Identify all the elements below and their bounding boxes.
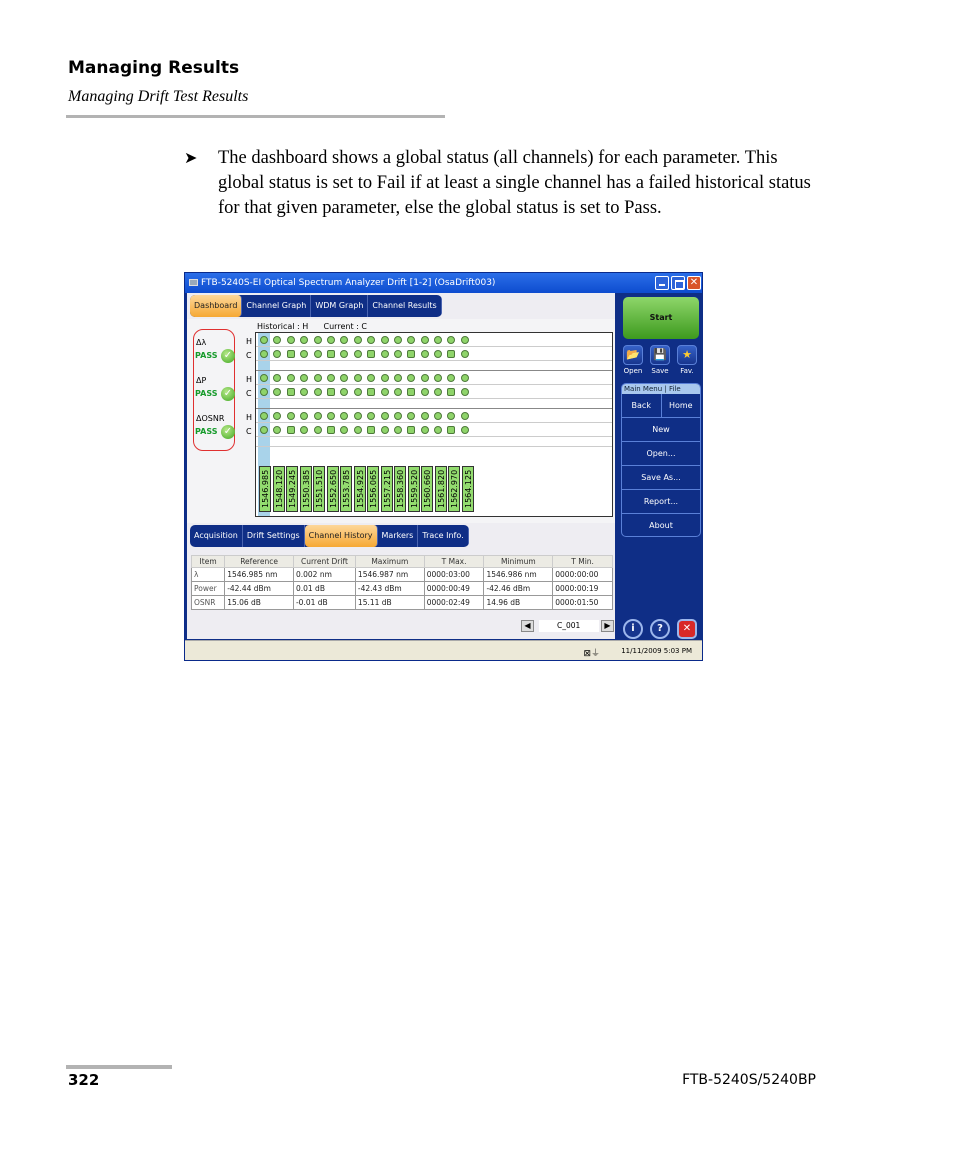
channel-status-dot[interactable]: [381, 388, 389, 396]
channel-status-dot[interactable]: [461, 426, 469, 434]
channel-label[interactable]: 1553.785: [340, 466, 352, 512]
channel-value: C_001: [539, 620, 599, 632]
status-badge: PASS: [195, 427, 218, 436]
channel-status-dot[interactable]: [314, 374, 322, 382]
legend: Historical : H Current : C: [257, 322, 367, 331]
minimize-button[interactable]: [655, 276, 669, 290]
cell: 0000:01:50: [553, 596, 613, 610]
header-rule: [66, 115, 445, 118]
grid-row-dosnr-h: [256, 409, 612, 423]
channel-status-dot[interactable]: [407, 336, 415, 344]
tab-channel-results[interactable]: Channel Results: [368, 295, 441, 317]
channel-history-table: [191, 555, 613, 610]
open-folder-icon[interactable]: 📂: [623, 345, 643, 365]
sidebar: [619, 293, 703, 639]
cell: -42.44 dBm: [225, 582, 294, 596]
channel-label[interactable]: 1558.360: [394, 466, 406, 512]
channel-status-dot[interactable]: [367, 336, 375, 344]
row-label-c: C: [246, 389, 252, 398]
channel-status-dot[interactable]: [273, 388, 281, 396]
channel-status-dot[interactable]: [367, 426, 375, 434]
grid-row-dl-h: [256, 333, 612, 347]
channel-status-dot[interactable]: [407, 412, 415, 420]
col-t-min[interactable]: T Min.: [553, 556, 613, 568]
table-row[interactable]: [192, 582, 613, 596]
cell: λ: [192, 568, 225, 582]
channel-status-dot[interactable]: [394, 350, 402, 358]
prev-channel-button[interactable]: ◀: [521, 620, 534, 632]
footer-rule: [66, 1065, 172, 1069]
channel-status-dot[interactable]: [447, 426, 455, 434]
cell: 0.01 dB: [293, 582, 355, 596]
channel-status-dot[interactable]: [314, 350, 322, 358]
channel-status-dot[interactable]: [421, 388, 429, 396]
footer-model: FTB-5240S/5240BP: [682, 1072, 816, 1088]
channel-status-dot[interactable]: [340, 374, 348, 382]
cell: -42.46 dBm: [484, 582, 553, 596]
channel-status-dot[interactable]: [354, 412, 362, 420]
tab-channel-graph[interactable]: Channel Graph: [242, 295, 311, 317]
window-title: FTB-5240S-EI Optical Spectrum Analyzer Drift [1-2] (OsaDrift003): [201, 278, 496, 288]
channel-status-dot[interactable]: [354, 350, 362, 358]
cell: 0000:00:49: [424, 582, 484, 596]
channel-label[interactable]: 1548.120: [273, 466, 285, 512]
main-panel: [187, 293, 615, 639]
bullet-arrow-icon: ➤: [184, 150, 198, 167]
menu-item-save-as[interactable]: Save As...: [622, 466, 700, 490]
save-disk-icon[interactable]: 💾: [650, 345, 670, 365]
tab-markers[interactable]: Markers: [378, 525, 419, 547]
channel-status-dot[interactable]: [447, 336, 455, 344]
channel-status-dot[interactable]: [434, 374, 442, 382]
grid-row-dl-c: [256, 347, 612, 361]
grid-row-dp-c: [256, 385, 612, 399]
cell: 1546.985 nm: [225, 568, 294, 582]
channel-label[interactable]: 1557.215: [381, 466, 393, 512]
channel-status-dot[interactable]: [367, 388, 375, 396]
app-icon: [189, 279, 198, 286]
row-label-c: C: [246, 427, 252, 436]
channel-status-dot[interactable]: [300, 388, 308, 396]
grid-spacer: [256, 361, 612, 371]
channel-label[interactable]: 1562.970: [448, 466, 460, 512]
title-bar: [185, 273, 702, 293]
channel-status-dot[interactable]: [461, 350, 469, 358]
channel-label[interactable]: 1560.660: [421, 466, 433, 512]
channel-status-dot[interactable]: [434, 350, 442, 358]
channel-status-dot[interactable]: [354, 374, 362, 382]
channel-status-dot[interactable]: [327, 388, 335, 396]
channel-status-dot[interactable]: [447, 388, 455, 396]
col-reference[interactable]: Reference: [225, 556, 294, 568]
channel-status-dot[interactable]: [287, 426, 295, 434]
channel-status-dot[interactable]: [421, 426, 429, 434]
channel-status-dot[interactable]: [434, 336, 442, 344]
channel-status-dot[interactable]: [340, 388, 348, 396]
channel-status-dot[interactable]: [287, 412, 295, 420]
channel-status-dot[interactable]: [273, 374, 281, 382]
channel-status-dot[interactable]: [447, 412, 455, 420]
back-button[interactable]: Back: [622, 394, 662, 417]
param-wavelength-label: Δλ: [196, 338, 207, 347]
grid-row-dp-h: [256, 371, 612, 385]
channel-status-dot[interactable]: [354, 388, 362, 396]
channel-status-dot[interactable]: [273, 336, 281, 344]
channel-status-dot[interactable]: [381, 336, 389, 344]
grid-spacer: [256, 437, 612, 447]
grid-row-dosnr-c: [256, 423, 612, 437]
cell: -42.43 dBm: [355, 582, 424, 596]
row-label-c: C: [246, 351, 252, 360]
row-label-h: H: [246, 413, 253, 422]
col-item[interactable]: Item: [192, 556, 225, 568]
channel-status-dot[interactable]: [354, 336, 362, 344]
status-badge: PASS: [195, 351, 218, 360]
channel-label[interactable]: 1556.065: [367, 466, 379, 512]
channel-label[interactable]: 1551.510: [313, 466, 325, 512]
channel-status-dot[interactable]: [314, 336, 322, 344]
row-label-h: H: [246, 337, 253, 346]
channel-status-dot[interactable]: [327, 350, 335, 358]
channel-status-dot[interactable]: [421, 412, 429, 420]
cell: 0000:02:49: [424, 596, 484, 610]
menu-nav-row: [622, 394, 700, 418]
grid-spacer: [256, 399, 612, 409]
channel-status-dot[interactable]: [407, 388, 415, 396]
cell: Power: [192, 582, 225, 596]
cell: 1546.986 nm: [484, 568, 553, 582]
channel-status-dot[interactable]: [273, 350, 281, 358]
tab-acquisition[interactable]: Acquisition: [190, 525, 243, 547]
menu-item-about[interactable]: About: [649, 521, 673, 530]
channel-status-dot[interactable]: [394, 336, 402, 344]
dashboard: [187, 319, 615, 523]
menu-item-open[interactable]: Open...: [622, 442, 700, 466]
channel-status-dot[interactable]: [447, 350, 455, 358]
channel-status-dot[interactable]: [260, 412, 268, 420]
channel-status-dot[interactable]: [287, 374, 295, 382]
status-badge: PASS: [195, 389, 218, 398]
home-button[interactable]: Home: [668, 401, 693, 410]
channel-status-dot[interactable]: [327, 426, 335, 434]
check-icon: ✓: [221, 387, 235, 401]
close-button[interactable]: ✕: [687, 276, 701, 290]
page-subtitle: Managing Drift Test Results: [68, 88, 249, 105]
channel-status-dot[interactable]: [381, 412, 389, 420]
channel-navigator: [521, 620, 615, 632]
cell: 0.002 nm: [293, 568, 355, 582]
col-minimum[interactable]: Minimum: [484, 556, 553, 568]
channel-status-dot[interactable]: [407, 426, 415, 434]
param-osnr-label: ΔOSNR: [196, 414, 225, 423]
param-power-label: ΔP: [196, 376, 207, 385]
channel-status-dot[interactable]: [300, 336, 308, 344]
channel-status-dot[interactable]: [340, 426, 348, 434]
channel-status-dot[interactable]: [314, 412, 322, 420]
row-label-h: H: [246, 375, 253, 384]
channel-status-dot[interactable]: [300, 374, 308, 382]
channel-status-dot[interactable]: [340, 350, 348, 358]
channel-status-dot[interactable]: [461, 336, 469, 344]
channel-status-dot[interactable]: [461, 374, 469, 382]
channel-label[interactable]: 1561.820: [435, 466, 447, 512]
cell: 0000:03:00: [424, 568, 484, 582]
info-icon[interactable]: i: [623, 619, 643, 639]
channel-status-dot[interactable]: [394, 412, 402, 420]
top-tabs: [190, 295, 442, 317]
channel-status-dot[interactable]: [340, 336, 348, 344]
channel-status-dot[interactable]: [260, 388, 268, 396]
col-maximum[interactable]: Maximum: [355, 556, 424, 568]
channel-status-dot[interactable]: [447, 374, 455, 382]
cell: 15.06 dB: [225, 596, 294, 610]
page-number: 322: [68, 1071, 100, 1089]
power-plug-icon: ⊠⏚: [583, 649, 600, 659]
table-header-row: [192, 556, 613, 568]
favorite-star-icon[interactable]: ★: [677, 345, 697, 365]
col-t-max[interactable]: T Max.: [424, 556, 484, 568]
channel-status-dot[interactable]: [354, 426, 362, 434]
table-row[interactable]: [192, 596, 613, 610]
menu-item-report[interactable]: Report...: [622, 490, 700, 514]
channel-status-dot[interactable]: [287, 388, 295, 396]
channel-status-dot[interactable]: [367, 350, 375, 358]
channel-label[interactable]: 1550.385: [300, 466, 312, 512]
cell: 0000:00:00: [553, 568, 613, 582]
check-icon: ✓: [221, 349, 235, 363]
channel-status-dot[interactable]: [260, 426, 268, 434]
channel-status-dot[interactable]: [327, 374, 335, 382]
channel-status-dot[interactable]: [461, 388, 469, 396]
status-time: 11/11/2009 5:03 PM: [621, 647, 692, 655]
body-paragraph: The dashboard shows a global status (all channels) for each parameter. This global status is set to Fail if at least a single channel has a failed historical status for that given parameter, else the global status is set to Pass.: [218, 148, 811, 218]
bottom-tabs: [190, 525, 469, 547]
open-label: Open: [623, 367, 643, 375]
menu-breadcrumb: Main Menu | File: [622, 384, 700, 394]
app-window: [184, 272, 703, 661]
maximize-button[interactable]: [671, 276, 685, 290]
channel-status-dot[interactable]: [407, 374, 415, 382]
channel-status-dot[interactable]: [260, 374, 268, 382]
col-current-drift[interactable]: Current Drift: [293, 556, 355, 568]
global-status-box: [193, 329, 235, 451]
channel-status-dot[interactable]: [381, 426, 389, 434]
channel-status-dot[interactable]: [287, 350, 295, 358]
channel-status-dot[interactable]: [327, 412, 335, 420]
main-menu: [621, 383, 701, 537]
channel-status-dot[interactable]: [260, 350, 268, 358]
check-icon: ✓: [221, 425, 235, 439]
cell: 1546.987 nm: [355, 568, 424, 582]
channel-label[interactable]: 1549.245: [286, 466, 298, 512]
tab-dashboard[interactable]: Dashboard: [190, 295, 242, 317]
channel-status-dot[interactable]: [394, 374, 402, 382]
page-title: Managing Results: [68, 58, 240, 78]
tab-trace-info[interactable]: Trace Info.: [418, 525, 468, 547]
channel-status-dot[interactable]: [421, 350, 429, 358]
channel-status-dot[interactable]: [421, 336, 429, 344]
channel-status-dot[interactable]: [300, 426, 308, 434]
cell: 0000:00:19: [553, 582, 613, 596]
cell: OSNR: [192, 596, 225, 610]
next-channel-button[interactable]: ▶: [601, 620, 614, 632]
status-bar: [185, 640, 702, 660]
channel-status-dot[interactable]: [327, 336, 335, 344]
channel-status-dot[interactable]: [434, 388, 442, 396]
channel-label[interactable]: 1552.650: [327, 466, 339, 512]
channel-status-dot[interactable]: [381, 350, 389, 358]
table-row[interactable]: [192, 568, 613, 582]
channel-status-dot[interactable]: [394, 426, 402, 434]
exit-icon[interactable]: ✕: [677, 619, 697, 639]
channel-label[interactable]: 1559.520: [408, 466, 420, 512]
channel-label[interactable]: 1546.985: [259, 466, 271, 512]
channel-status-dot[interactable]: [381, 374, 389, 382]
menu-item-new[interactable]: New: [622, 418, 700, 442]
save-label: Save: [651, 367, 669, 375]
tab-wdm-graph[interactable]: WDM Graph: [311, 295, 368, 317]
channel-label[interactable]: 1564.125: [462, 466, 474, 512]
fav-label: Fav.: [680, 367, 694, 375]
cell: 15.11 dB: [355, 596, 424, 610]
channel-status-dot[interactable]: [300, 412, 308, 420]
channel-label[interactable]: 1554.925: [354, 466, 366, 512]
cell: -0.01 dB: [293, 596, 355, 610]
channel-status-dot[interactable]: [421, 374, 429, 382]
channel-status-grid: [255, 332, 613, 517]
help-icon[interactable]: ?: [650, 619, 670, 639]
channel-status-dot[interactable]: [314, 388, 322, 396]
channel-status-dot[interactable]: [461, 412, 469, 420]
cell: 14.96 dB: [484, 596, 553, 610]
start-button[interactable]: Start: [623, 297, 699, 339]
channel-status-dot[interactable]: [273, 426, 281, 434]
channel-status-dot[interactable]: [260, 336, 268, 344]
channel-status-dot[interactable]: [287, 336, 295, 344]
channel-status-dot[interactable]: [273, 412, 281, 420]
channel-status-dot[interactable]: [340, 412, 348, 420]
tab-drift-settings[interactable]: Drift Settings: [243, 525, 305, 547]
channel-status-dot[interactable]: [407, 350, 415, 358]
channel-status-dot[interactable]: [434, 412, 442, 420]
channel-status-dot[interactable]: [367, 374, 375, 382]
channel-status-dot[interactable]: [394, 388, 402, 396]
channel-status-dot[interactable]: [314, 426, 322, 434]
channel-labels: [259, 466, 474, 512]
channel-status-dot[interactable]: [300, 350, 308, 358]
channel-status-dot[interactable]: [434, 426, 442, 434]
channel-status-dot[interactable]: [367, 412, 375, 420]
tab-channel-history[interactable]: Channel History: [305, 525, 378, 547]
